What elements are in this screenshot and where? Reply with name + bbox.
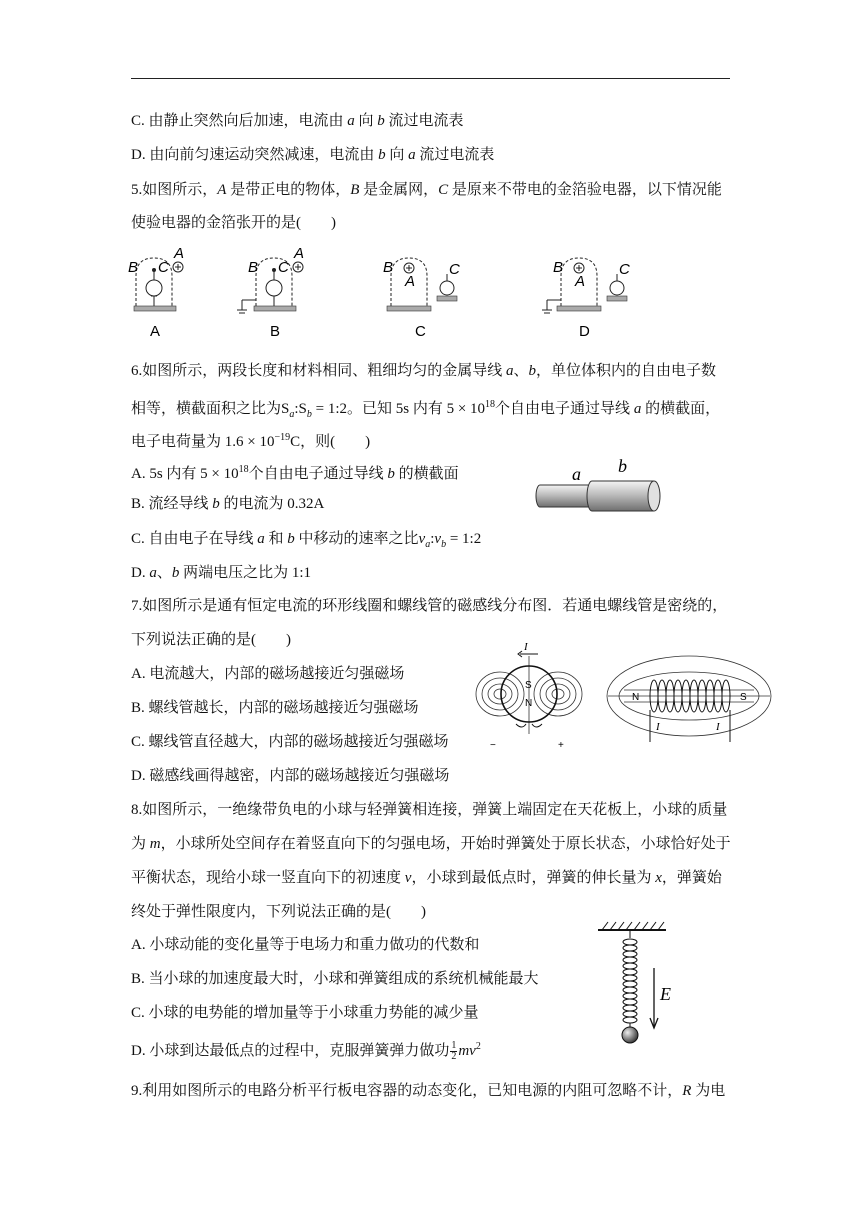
svg-text:D: D [579,323,590,340]
svg-text:C: C [449,261,460,278]
q5-stem-line2: 使验电器的金箔张开的是( ) [131,215,336,231]
q8-option-a: A. 小球动能的变化量等于电场力和重力做功的代数和 [131,937,480,953]
svg-text:C: C [415,323,426,340]
svg-text:B: B [270,323,281,340]
svg-text:−: − [490,740,496,751]
q6-wire-figure [532,456,666,518]
q6-stem-line3: 电子电荷量为 $1.6 \times 10^{-19}C$，则( ) [131,432,371,450]
q8-stem-line4: 终处于弹性限度内，下列说法正确的是( ) [131,904,426,920]
q5-figure-a [128,248,184,340]
svg-text:S: S [525,680,532,691]
q5-figure-d [542,258,630,340]
q8-option-c: C. 小球的电势能的增加量等于小球重力势能的减少量 [131,1005,479,1021]
q7-stem-line2: 下列说法正确的是( ) [131,632,291,648]
q6-option-b: B. 流经导线 b 的电流为 0.32A [131,496,325,512]
svg-text:C: C [278,259,289,276]
svg-text:B: B [383,259,394,276]
svg-text:B: B [128,259,139,276]
q8-option-b: B. 当小球的加速度最大时，小球和弹簧组成的系统机械能最大 [131,971,539,987]
q6-option-c: C. 自由电子在导线 a 和 b 中移动的速率之比$v_a:v_b$ = 1:2 [131,531,482,550]
q8-spring-figure [592,918,682,1048]
svg-text:I: I [524,641,528,653]
q6-option-d: D. a、b 两端电压之比为 1:1 [131,565,312,581]
q4-option-d: D. 由向前匀速运动突然减速，电流由 b 向 a 流过电流表 [131,147,495,163]
q4-option-c: C. 由静止突然向后加速，电流由 a 向 b 流过电流表 [131,113,464,129]
q7-stem-line1: 7.如图所示是通有恒定电流的环形线圈和螺线管的磁感线分布图．若通电螺线管是密绕的， [131,598,728,614]
svg-text:A: A [150,323,161,340]
svg-text:N: N [525,698,533,709]
svg-text:S: S [740,692,747,703]
svg-text:A: A [405,273,416,290]
svg-text:C: C [158,259,169,276]
svg-text:+: + [558,740,564,751]
q7-option-c: C. 螺线管直径越大，内部的磁场越接近匀强磁场 [131,734,449,750]
q8-option-d: D. 小球到达最低点的过程中，克服弹簧弹力做功 $\frac{1}{2}$ $mv^2$ [131,1040,481,1063]
q7-option-d: D. 磁感线画得越密，内部的磁场越接近匀强磁场 [131,768,450,784]
svg-text:A: A [294,248,305,262]
svg-text:I: I [656,721,660,733]
svg-text:B: B [553,259,564,276]
svg-text:a: a [572,464,581,484]
q7-option-a: A. 电流越大，内部的磁场越接近匀强磁场 [131,666,405,682]
header-rule [131,78,730,79]
svg-text:E: E [660,984,671,1004]
q6-stem-line2: 相等，横截面积之比为$S_a:S_b$ = 1:2。已知 5s 内有 $5 \times 10^{18}$个自由电子通过导线 a 的横截面， [131,399,721,420]
q9-stem-line1: 9.利用如图所示的电路分析平行板电容器的动态变化，已知电源的内阻可忽略不计，R 为电 [131,1083,726,1099]
q5-figures [128,248,648,343]
svg-text:N: N [632,692,640,703]
svg-text:B: B [248,259,259,276]
q5-stem-line1: 5.如图所示，A 是带正电的物体，B 是金属网，C 是原来不带电的金箔验电器，以下情况能 [131,182,722,198]
q7-solenoid-figure [604,650,774,750]
q7-option-b: B. 螺线管越长，内部的磁场越接近匀强磁场 [131,700,419,716]
svg-text:b: b [618,456,627,476]
q5-figure-b [237,248,304,340]
svg-text:C: C [619,261,630,278]
q7-ring-coil-figure [472,640,586,752]
svg-text:I: I [716,721,720,733]
q6-option-a: A. 5s 内有 $5 \times 10^{18}$个自由电子通过导线 b 的横截面 [131,464,459,482]
q5-figure-c [383,258,460,340]
svg-text:A: A [575,273,586,290]
q8-stem-line3: 平衡状态，现给小球一竖直向下的初速度 v，小球到最低点时，弹簧的伸长量为 x，弹簧始 [131,870,722,886]
svg-text:A: A [174,248,185,262]
q6-stem-line1: 6.如图所示，两段长度和材料相同、粗细均匀的金属导线 a、b，单位体积内的自由电子数 [131,363,717,379]
q8-stem-line1: 8.如图所示，一绝缘带负电的小球与轻弹簧相连接，弹簧上端固定在天花板上，小球的质量 [131,802,728,818]
q8-stem-line2: 为 m，小球所处空间存在着竖直向下的匀强电场，开始时弹簧处于原长状态，小球恰好处于 [131,836,731,852]
